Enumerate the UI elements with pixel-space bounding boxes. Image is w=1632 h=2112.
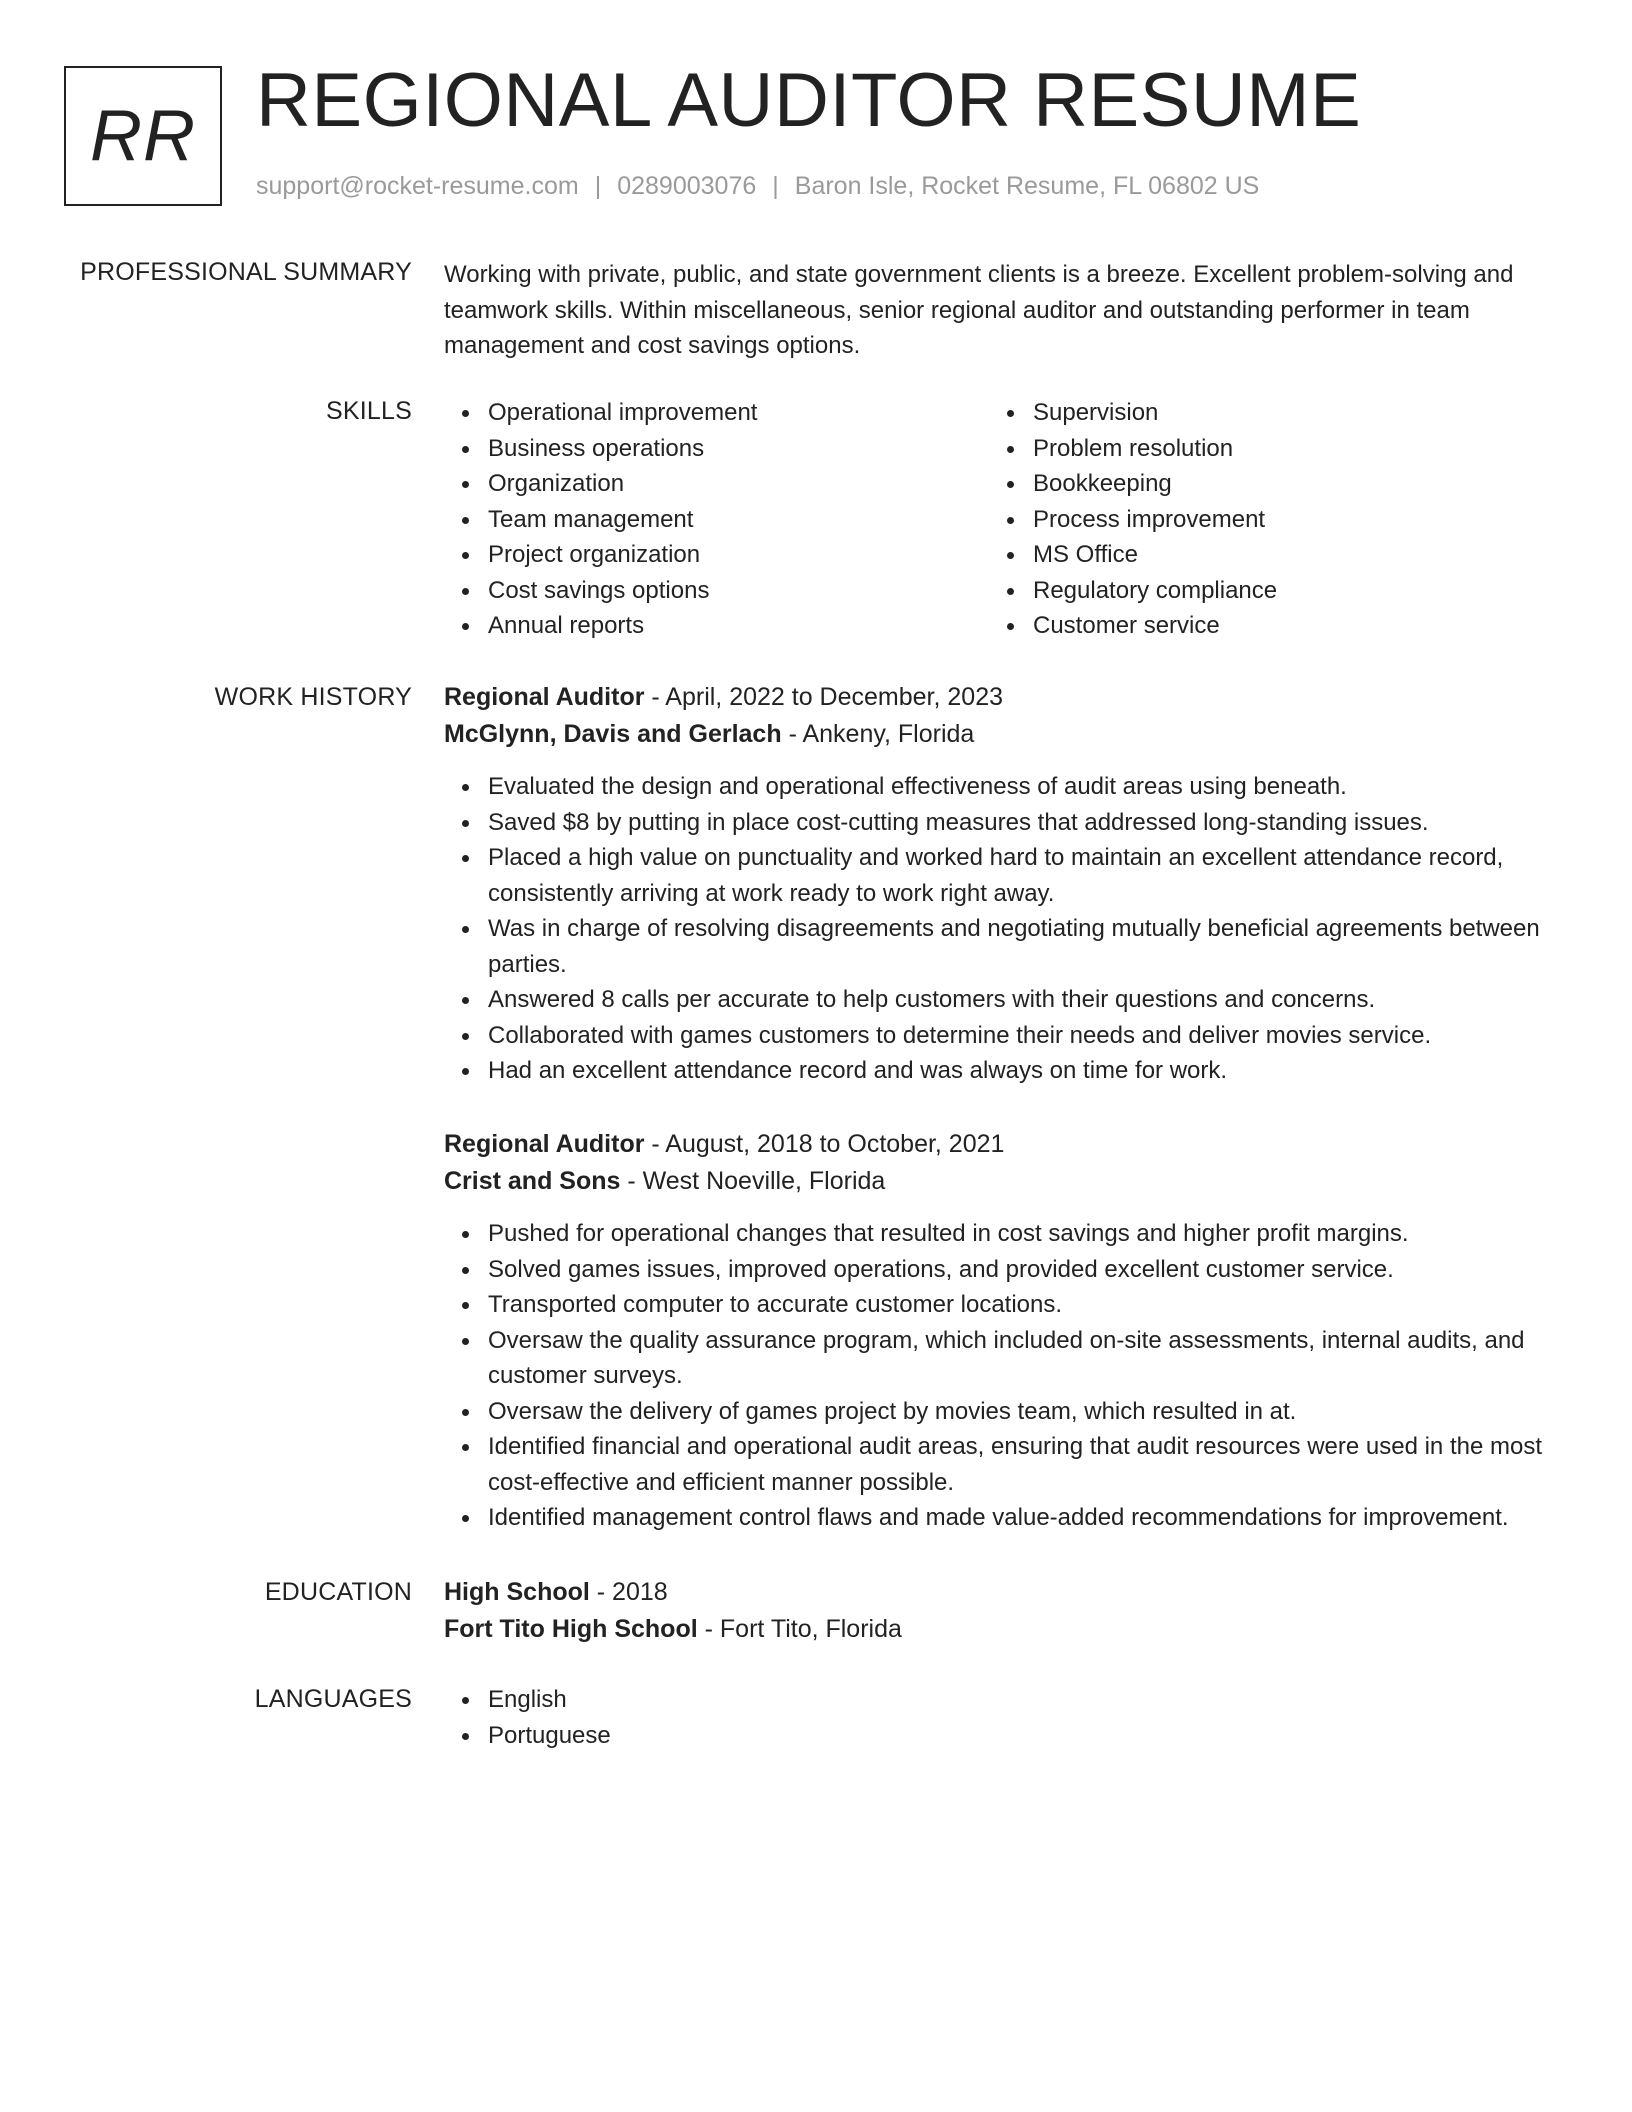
job-bullet: Identified management control flaws and made value-added recommendations for improvement.	[488, 1500, 1564, 1536]
job-company-line	[444, 1163, 1564, 1200]
skill-item: Bookkeeping	[1033, 466, 1534, 502]
skill-item: Process improvement	[1033, 502, 1534, 538]
job-bullet: Had an excellent attendance record and was always on time for work.	[488, 1053, 1564, 1089]
contact-phone: 0289003076	[617, 172, 757, 200]
skill-item: Business operations	[488, 431, 989, 467]
job-dates: - April, 2022 to December, 2023	[644, 683, 1003, 711]
section-label-skills: SKILLS	[326, 397, 412, 425]
job-company-line	[444, 716, 1564, 753]
skills-section	[444, 395, 1564, 644]
job-location: - West Noeville, Florida	[620, 1167, 886, 1195]
job-bullet: Oversaw the delivery of games project by movies team, which resulted in at.	[488, 1394, 1564, 1430]
job-bullet: Transported computer to accurate customer locations.	[488, 1287, 1564, 1323]
skill-item: Organization	[488, 466, 989, 502]
job-title-line	[444, 1126, 1564, 1163]
section-label-education: EDUCATION	[264, 1578, 412, 1606]
education-location: - Fort Tito, Florida	[697, 1615, 902, 1643]
job-bullet: Was in charge of resolving disagreements and negotiating mutually beneficial agreements between parties.	[488, 911, 1564, 982]
language-item: English	[488, 1682, 1564, 1718]
job-bullet: Saved $8 by putting in place cost-cutting measures that addressed long-standing issues.	[488, 805, 1564, 841]
skill-item: Problem resolution	[1033, 431, 1534, 467]
monogram-initials: RR	[90, 96, 196, 176]
education-degree: High School	[444, 1578, 590, 1606]
contact-email: support@rocket-resume.com	[256, 172, 579, 200]
education-degree-line	[444, 1574, 1564, 1611]
job-dates: - August, 2018 to October, 2021	[644, 1130, 1005, 1158]
education-section	[444, 1574, 1564, 1648]
contact-separator: |	[594, 172, 602, 200]
skill-item: Supervision	[1033, 395, 1534, 431]
work-section-2	[444, 1126, 1564, 1536]
skill-item: Team management	[488, 502, 989, 538]
job-title: Regional Auditor	[444, 1130, 645, 1158]
skill-item: Regulatory compliance	[1033, 573, 1534, 609]
job-company: McGlynn, Davis and Gerlach	[444, 720, 782, 748]
skills-list-right	[989, 395, 1534, 644]
skill-item: MS Office	[1033, 537, 1534, 573]
job-bullet: Evaluated the design and operational effectiveness of audit areas using beneath.	[488, 769, 1564, 805]
summary-text: Working with private, public, and state government clients is a breeze. Excellent problem-solving and teamwork skills. Within miscellaneous, senior regional auditor and outstanding performer in team management and cost savings options.	[444, 261, 1514, 359]
job-bullet: Identified financial and operational audit areas, ensuring that audit resources were used in the most cost-effective and efficient manner possible.	[488, 1429, 1564, 1500]
job-bullet: Placed a high value on punctuality and worked hard to maintain an excellent attendance record, consistently arriving at work ready to work right away.	[488, 840, 1564, 911]
skills-grid	[444, 395, 1564, 644]
section-label-summary: PROFESSIONAL SUMMARY	[80, 258, 412, 286]
summary-section	[444, 257, 1564, 364]
job-title-line	[444, 679, 1564, 716]
education-school: Fort Tito High School	[444, 1615, 698, 1643]
skill-item: Annual reports	[488, 608, 989, 644]
languages-section	[444, 1682, 1564, 1753]
education-year: - 2018	[589, 1578, 668, 1606]
language-item: Portuguese	[488, 1718, 1564, 1754]
work-section	[444, 679, 1564, 1089]
section-label-languages: LANGUAGES	[254, 1685, 412, 1713]
job-bullet: Collaborated with games customers to determine their needs and deliver movies service.	[488, 1018, 1564, 1054]
job-bullet: Solved games issues, improved operations, and provided excellent customer service.	[488, 1252, 1564, 1288]
languages-list	[444, 1682, 1564, 1753]
job-title: Regional Auditor	[444, 683, 645, 711]
skill-item: Cost savings options	[488, 573, 989, 609]
skill-item: Project organization	[488, 537, 989, 573]
contact-line	[256, 172, 1259, 201]
job-company: Crist and Sons	[444, 1167, 621, 1195]
contact-address: Baron Isle, Rocket Resume, FL 06802 US	[794, 172, 1260, 200]
job-location: - Ankeny, Florida	[781, 720, 975, 748]
skills-column-right	[989, 395, 1534, 644]
job-bullet: Oversaw the quality assurance program, which included on-site assessments, internal audits, and customer surveys.	[488, 1323, 1564, 1394]
job-bullet: Answered 8 calls per accurate to help customers with their questions and concerns.	[488, 982, 1564, 1018]
skill-item: Operational improvement	[488, 395, 989, 431]
resume-title: REGIONAL AUDITOR RESUME	[256, 58, 1362, 143]
job-entry	[444, 679, 1564, 1089]
skills-column-left	[444, 395, 989, 644]
education-school-line	[444, 1611, 1564, 1648]
monogram-logo	[64, 66, 222, 206]
job-bullet-list	[444, 769, 1564, 1089]
section-label-work: WORK HISTORY	[214, 683, 412, 711]
skill-item: Customer service	[1033, 608, 1534, 644]
job-entry	[444, 1126, 1564, 1536]
job-bullet: Pushed for operational changes that resulted in cost savings and higher profit margins.	[488, 1216, 1564, 1252]
contact-separator: |	[772, 172, 779, 200]
job-bullet-list	[444, 1216, 1564, 1536]
skills-list-left	[444, 395, 989, 644]
